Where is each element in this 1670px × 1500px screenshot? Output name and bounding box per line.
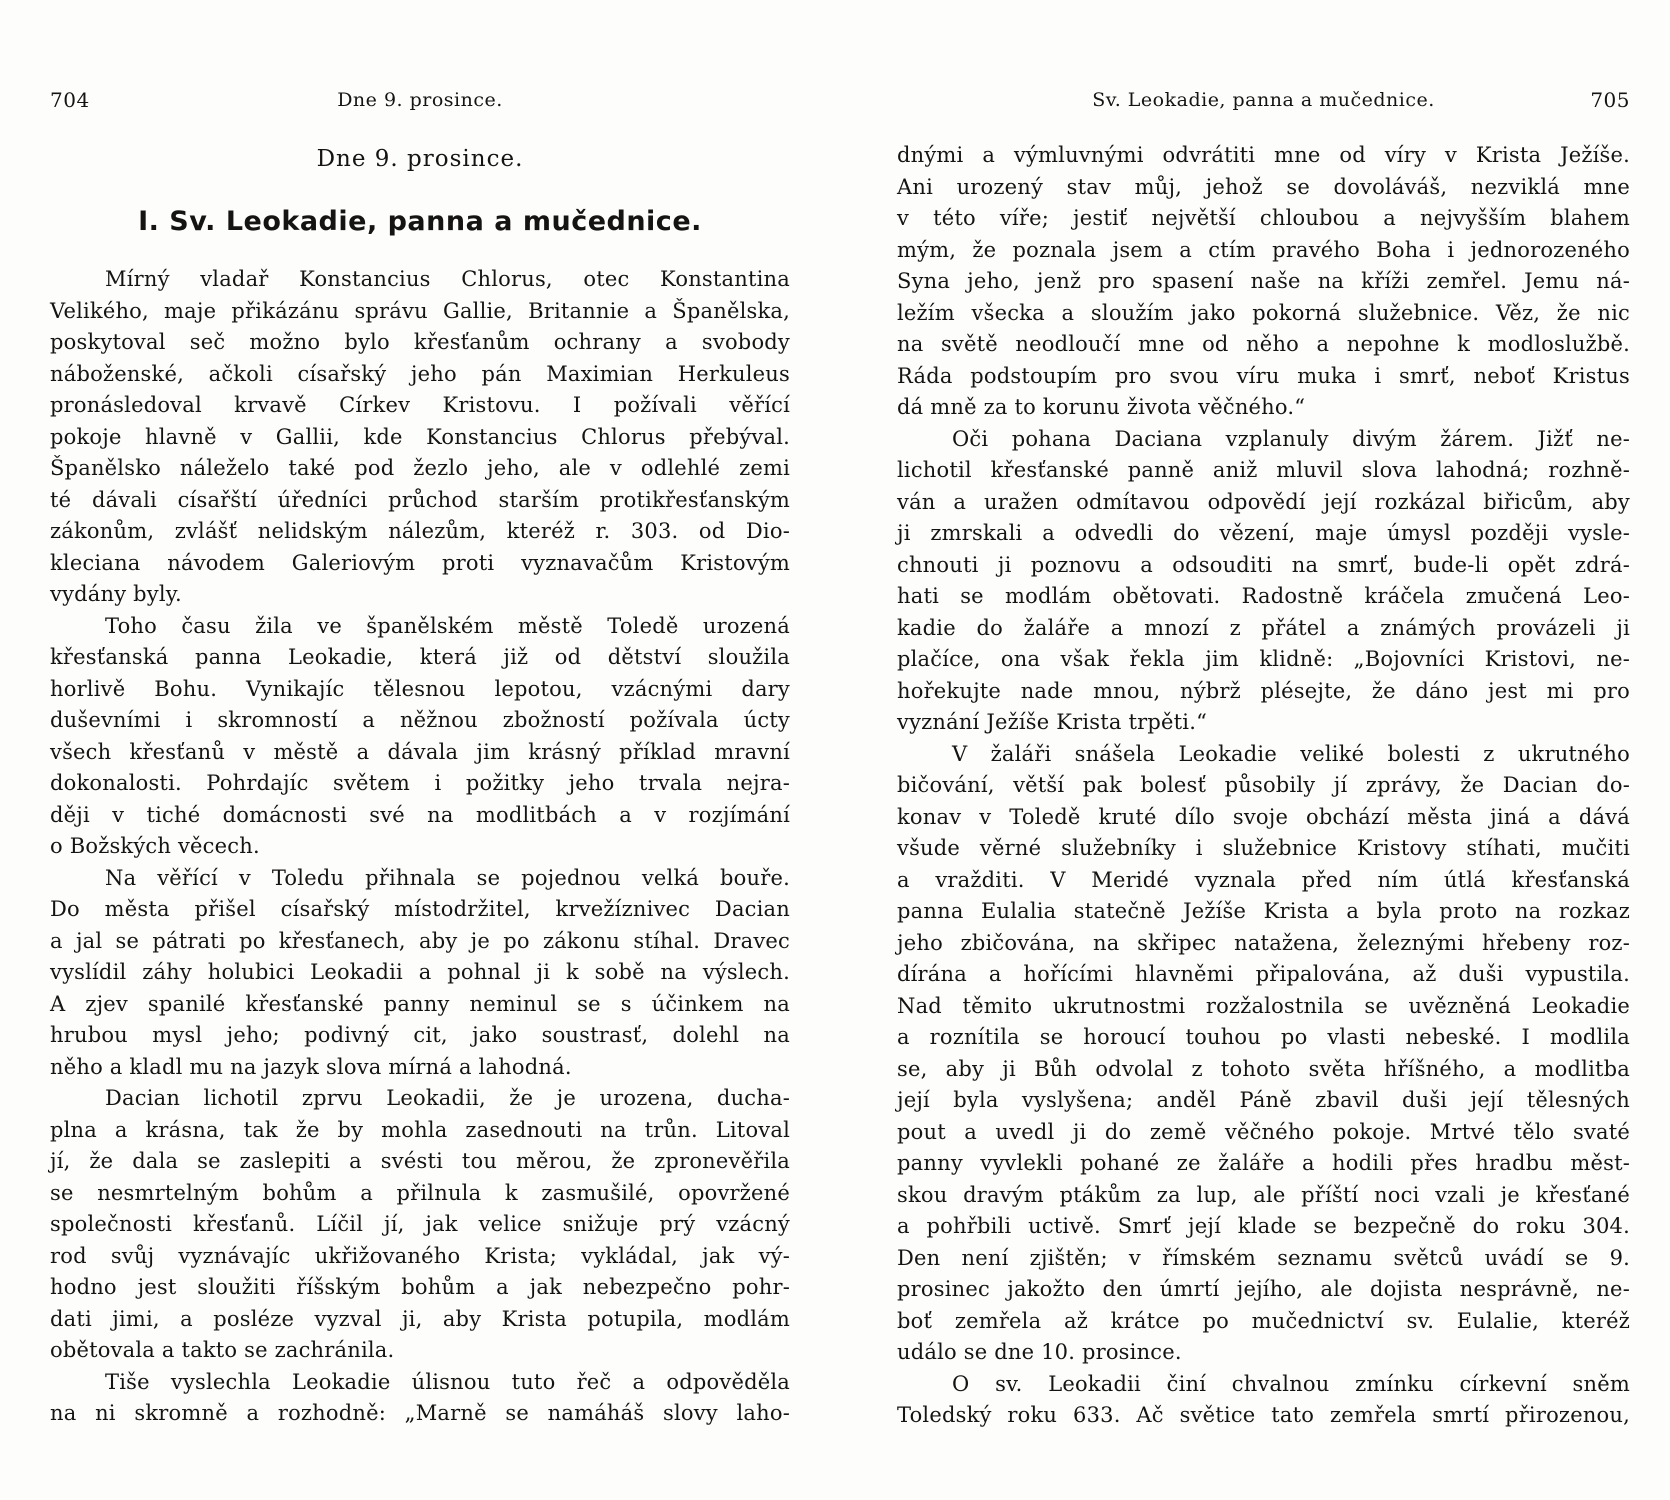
text-line: a roznítila se horoucí touhou po vlasti nebeské. I modlila: [897, 1025, 1630, 1049]
left-running-head: [50, 88, 790, 112]
text-line: plna a krásna, tak že by mohla zasednouti na trůn. Litoval: [50, 1117, 790, 1142]
text-line: boť zemřela až krátce po mučednictví sv. Eulalie, kteréž: [897, 1308, 1630, 1333]
page-right: [897, 88, 1630, 1432]
left-running-title: Dne 9. prosince.: [337, 89, 503, 111]
text-line: mým, že poznala jsem a ctím pravého Boha i jednorozeného: [897, 237, 1630, 262]
text-line: v této víře; jestiť největší chloubou a nejvyšším blahem: [897, 206, 1630, 230]
date-heading: Dne 9. prosince.: [316, 146, 524, 172]
right-running-head: [897, 88, 1630, 112]
text-line: společnosti křesťanů. Líčil jí, jak velice snižuje prý vzácný: [50, 1212, 790, 1236]
text-line: hodno jest sloužiti říšským bohům a jak nebezpečno pohr-: [50, 1275, 790, 1299]
paragraph: [50, 1083, 790, 1367]
text-line: ději v tiché domácnosti své na modlitbách a v rozjímání: [50, 802, 790, 827]
text-line: Nad těmito ukrutnostmi rozžalostnila se uvězněná Leokadie: [897, 993, 1630, 1018]
text-line: hořekujte nade mnou, nýbrž plésejte, že dáno jest mi pro: [897, 678, 1630, 703]
left-page-number: 704: [50, 88, 90, 112]
text-line: Toho času žila ve španělském městě Toledě urozená: [105, 613, 790, 638]
text-line: V žaláři snášela Leokadie veliké bolesti z ukrutného: [952, 741, 1630, 766]
text-line: dá mně za to korunu života věčného.“: [897, 395, 1306, 419]
text-line: dnými a výmluvnými odvrátiti mne od víry v Krista Ježíše.: [897, 143, 1630, 167]
text-line: Toledský roku 633. Ač světice tato zemřela smrtí přirozenou,: [897, 1403, 1630, 1427]
text-line: A zjev spanilé křesťanské panny neminul se s účinkem na: [50, 991, 790, 1016]
text-line: prosinec jakožto den úmrtí jejího, ale dojista nesprávně, ne-: [897, 1277, 1630, 1301]
paragraph: [50, 611, 790, 863]
text-line: a pohřbili uctivě. Smrť její klade se bezpečně do roku 304.: [897, 1214, 1630, 1238]
text-line: plačíce, ona však řekla jim klidně: „Bojovníci Kristovi, ne-: [897, 647, 1630, 671]
text-line: se, aby ji Bůh odvolal z tohoto světa hříšného, a modlitba: [897, 1056, 1630, 1081]
paragraph: [50, 264, 790, 611]
section-heading: I. Sv. Leokadie, panna a mučednice.: [138, 206, 702, 237]
right-running-title: Sv. Leokadie, panna a mučednice.: [1092, 89, 1435, 111]
text-line: Ani urozený stav můj, jehož se dovoláváš, nezviklá mne: [897, 174, 1630, 199]
text-line: bičování, větší pak bolesť působily jí zprávy, že Dacian do-: [897, 773, 1630, 797]
text-line: Velikého, maje přikázánu správu Gallie, Britannie a Španělska,: [50, 298, 790, 323]
text-line: náboženské, ačkoli císařský jeho pán Maximian Herkuleus: [50, 361, 790, 386]
text-line: její byla vyslyšena; anděl Páně zbavil duši její tělesných: [897, 1088, 1630, 1112]
text-line: hati se modlám obětovati. Radostně kráčela zmučená Leo-: [897, 584, 1630, 608]
text-line: panny vyvlekli pohané ze žaláře a hodili přes hradbu měst-: [897, 1151, 1630, 1175]
text-line: Do města přišel císařský místodržitel, krvežíznivec Dacian: [50, 897, 790, 921]
text-line: o Božských věcech.: [50, 834, 260, 858]
text-line: dokonalosti. Pohrdajíc světem i požitky jeho trvala nejra-: [50, 771, 790, 795]
right-page-number: 705: [1590, 88, 1630, 112]
text-line: dírána a hořícími hlavněmi připalována, až duši vypustila.: [897, 962, 1630, 986]
paragraph: [897, 1369, 1630, 1432]
paragraph: [897, 424, 1630, 739]
text-line: pronásledoval krvavě Církev Kristovu. I požívali věřící: [50, 393, 790, 417]
text-line: ji zmrskali a odvedli do vězení, maje úmysl později vysle-: [897, 521, 1630, 545]
text-line: něho a kladl mu na jazyk slova mírná a lahodná.: [50, 1054, 572, 1079]
text-line: vyznání Ježíše Krista trpěti.“: [897, 710, 1208, 734]
text-line: všech křesťanů v městě a dávala jim krásný příklad mravní: [50, 739, 790, 764]
text-line: všude věrné služebníky i služebnice Kristovy stíhati, mučiti: [897, 836, 1630, 860]
text-line: Mírný vladař Konstancius Chlorus, otec Konstantina: [105, 267, 790, 291]
text-line: vydány byly.: [50, 582, 182, 606]
text-line: pout a uvedl ji do země věčného pokoje. Mrtvé tělo svaté: [897, 1119, 1630, 1144]
text-line: Na věřící v Toledu přihnala se pojednou velká bouře.: [105, 865, 790, 890]
text-line: dati jimi, a posléze vyzval ji, aby Krista potupila, modlám: [50, 1306, 790, 1331]
paragraph: [897, 140, 1630, 424]
text-line: na ni skromně a rozhodně: „Marně se namáháš slovy laho-: [50, 1401, 790, 1425]
text-line: lichotil křesťanské panně aniž mluvil slova lahodná; rozhně-: [897, 458, 1630, 482]
text-line: zákonům, zvlášť nelidským nálezům, kteréž r. 303. od Dio-: [50, 519, 790, 543]
paragraph: [50, 1367, 790, 1430]
text-line: obětovala a takto se zachránila.: [50, 1338, 395, 1362]
text-line: Ráda podstoupím pro svou víru muka i smrť, neboť Kristus: [897, 363, 1630, 388]
text-line: horlivě Bohu. Vynikajíc tělesnou lepotou, vzácnými dary: [50, 676, 790, 701]
text-line: O sv. Leokadii činí chvalnou zmínku církevní sněm: [952, 1371, 1630, 1396]
text-line: křesťanská panna Leokadie, která již od dětství sloužila: [50, 645, 790, 669]
text-line: událo se dne 10. prosince.: [897, 1340, 1182, 1364]
text-line: chnouti ji poznovu a odsouditi na smrť, bude-li opět zdrá-: [897, 552, 1630, 577]
text-line: duševními i skromností a něžnou zbožností požívala úcty: [50, 708, 790, 732]
text-line: vyslídil záhy holubici Leokadii a pohnal ji k sobě na výslech.: [50, 960, 790, 984]
text-line: Den není zjištěn; v římském seznamu světců uvádí se 9.: [897, 1245, 1630, 1270]
text-line: hrubou mysl jeho; podivný cit, jako soustrasť, dolehl na: [50, 1023, 790, 1047]
text-line: Syna jeho, jenž pro spasení naše na kříži zemřel. Jemu ná-: [897, 269, 1630, 293]
text-line: Španělsko náleželo také pod žezlo jeho, ale v odlehlé zemi: [50, 456, 790, 480]
text-line: skou dravým ptákům za lup, ale příští noci vzali je křesťané: [897, 1182, 1630, 1207]
text-line: Oči pohana Daciana vzplanuly divým žárem. Jižť ne-: [952, 426, 1630, 451]
text-line: jeho zbičována, na skřipec natažena, železnými hřebeny roz-: [897, 930, 1630, 955]
paragraph: [50, 863, 790, 1084]
text-line: Dacian lichotil zprvu Leokadii, že je urozena, ducha-: [105, 1086, 790, 1110]
text-line: konav v Toledě kruté dílo svoje obchází města jiná a dává: [897, 804, 1630, 829]
paragraph: [897, 739, 1630, 1369]
text-line: kadie do žaláře a mnozí z přátel a známých provázeli ji: [897, 615, 1630, 640]
text-line: a vražditi. V Meridé vyznala před ním útlá křesťanská: [897, 867, 1630, 892]
text-line: ván a uražen odmítavou odpovědí její rozkázal biřicům, aby: [897, 489, 1630, 514]
text-line: Tiše vyslechla Leokadie úlisnou tuto řeč a odpověděla: [105, 1369, 790, 1394]
left-page-body: [50, 264, 790, 1430]
text-line: panna Eulalia statečně Ježíše Krista a byla proto na rozkaz: [897, 899, 1630, 923]
right-page-body: [897, 140, 1630, 1432]
text-line: a jal se pátrati po křesťanech, aby je po zákonu stíhal. Dravec: [50, 928, 790, 953]
text-line: rod svůj vyznávajíc ukřižovaného Krista; vykládal, jak vý-: [50, 1243, 790, 1268]
page-left: [50, 88, 790, 1430]
text-line: jí, že dala se zaslepiti a svésti tou měrou, že zpronevěřila: [50, 1149, 790, 1173]
text-line: ležím všecka a sloužím jako pokorná služebnice. Věz, že nic: [897, 300, 1630, 325]
text-line: pokoje hlavně v Gallii, kde Konstancius Chlorus přebýval.: [50, 424, 790, 449]
text-line: se nesmrtelným bohům a přilnula k zasmušilé, opovržené: [50, 1180, 790, 1205]
text-line: poskytoval seč možno bylo křesťanům ochrany a svobody: [50, 330, 790, 354]
text-line: na světě neodloučí mne od něho a nepohne k modloslužbě.: [897, 332, 1630, 356]
text-line: kleciana návodem Galeriovým proti vyznavačům Kristovým: [50, 550, 790, 575]
text-line: té dávali císařští úředníci průchod starším protikřesťanským: [50, 487, 790, 512]
